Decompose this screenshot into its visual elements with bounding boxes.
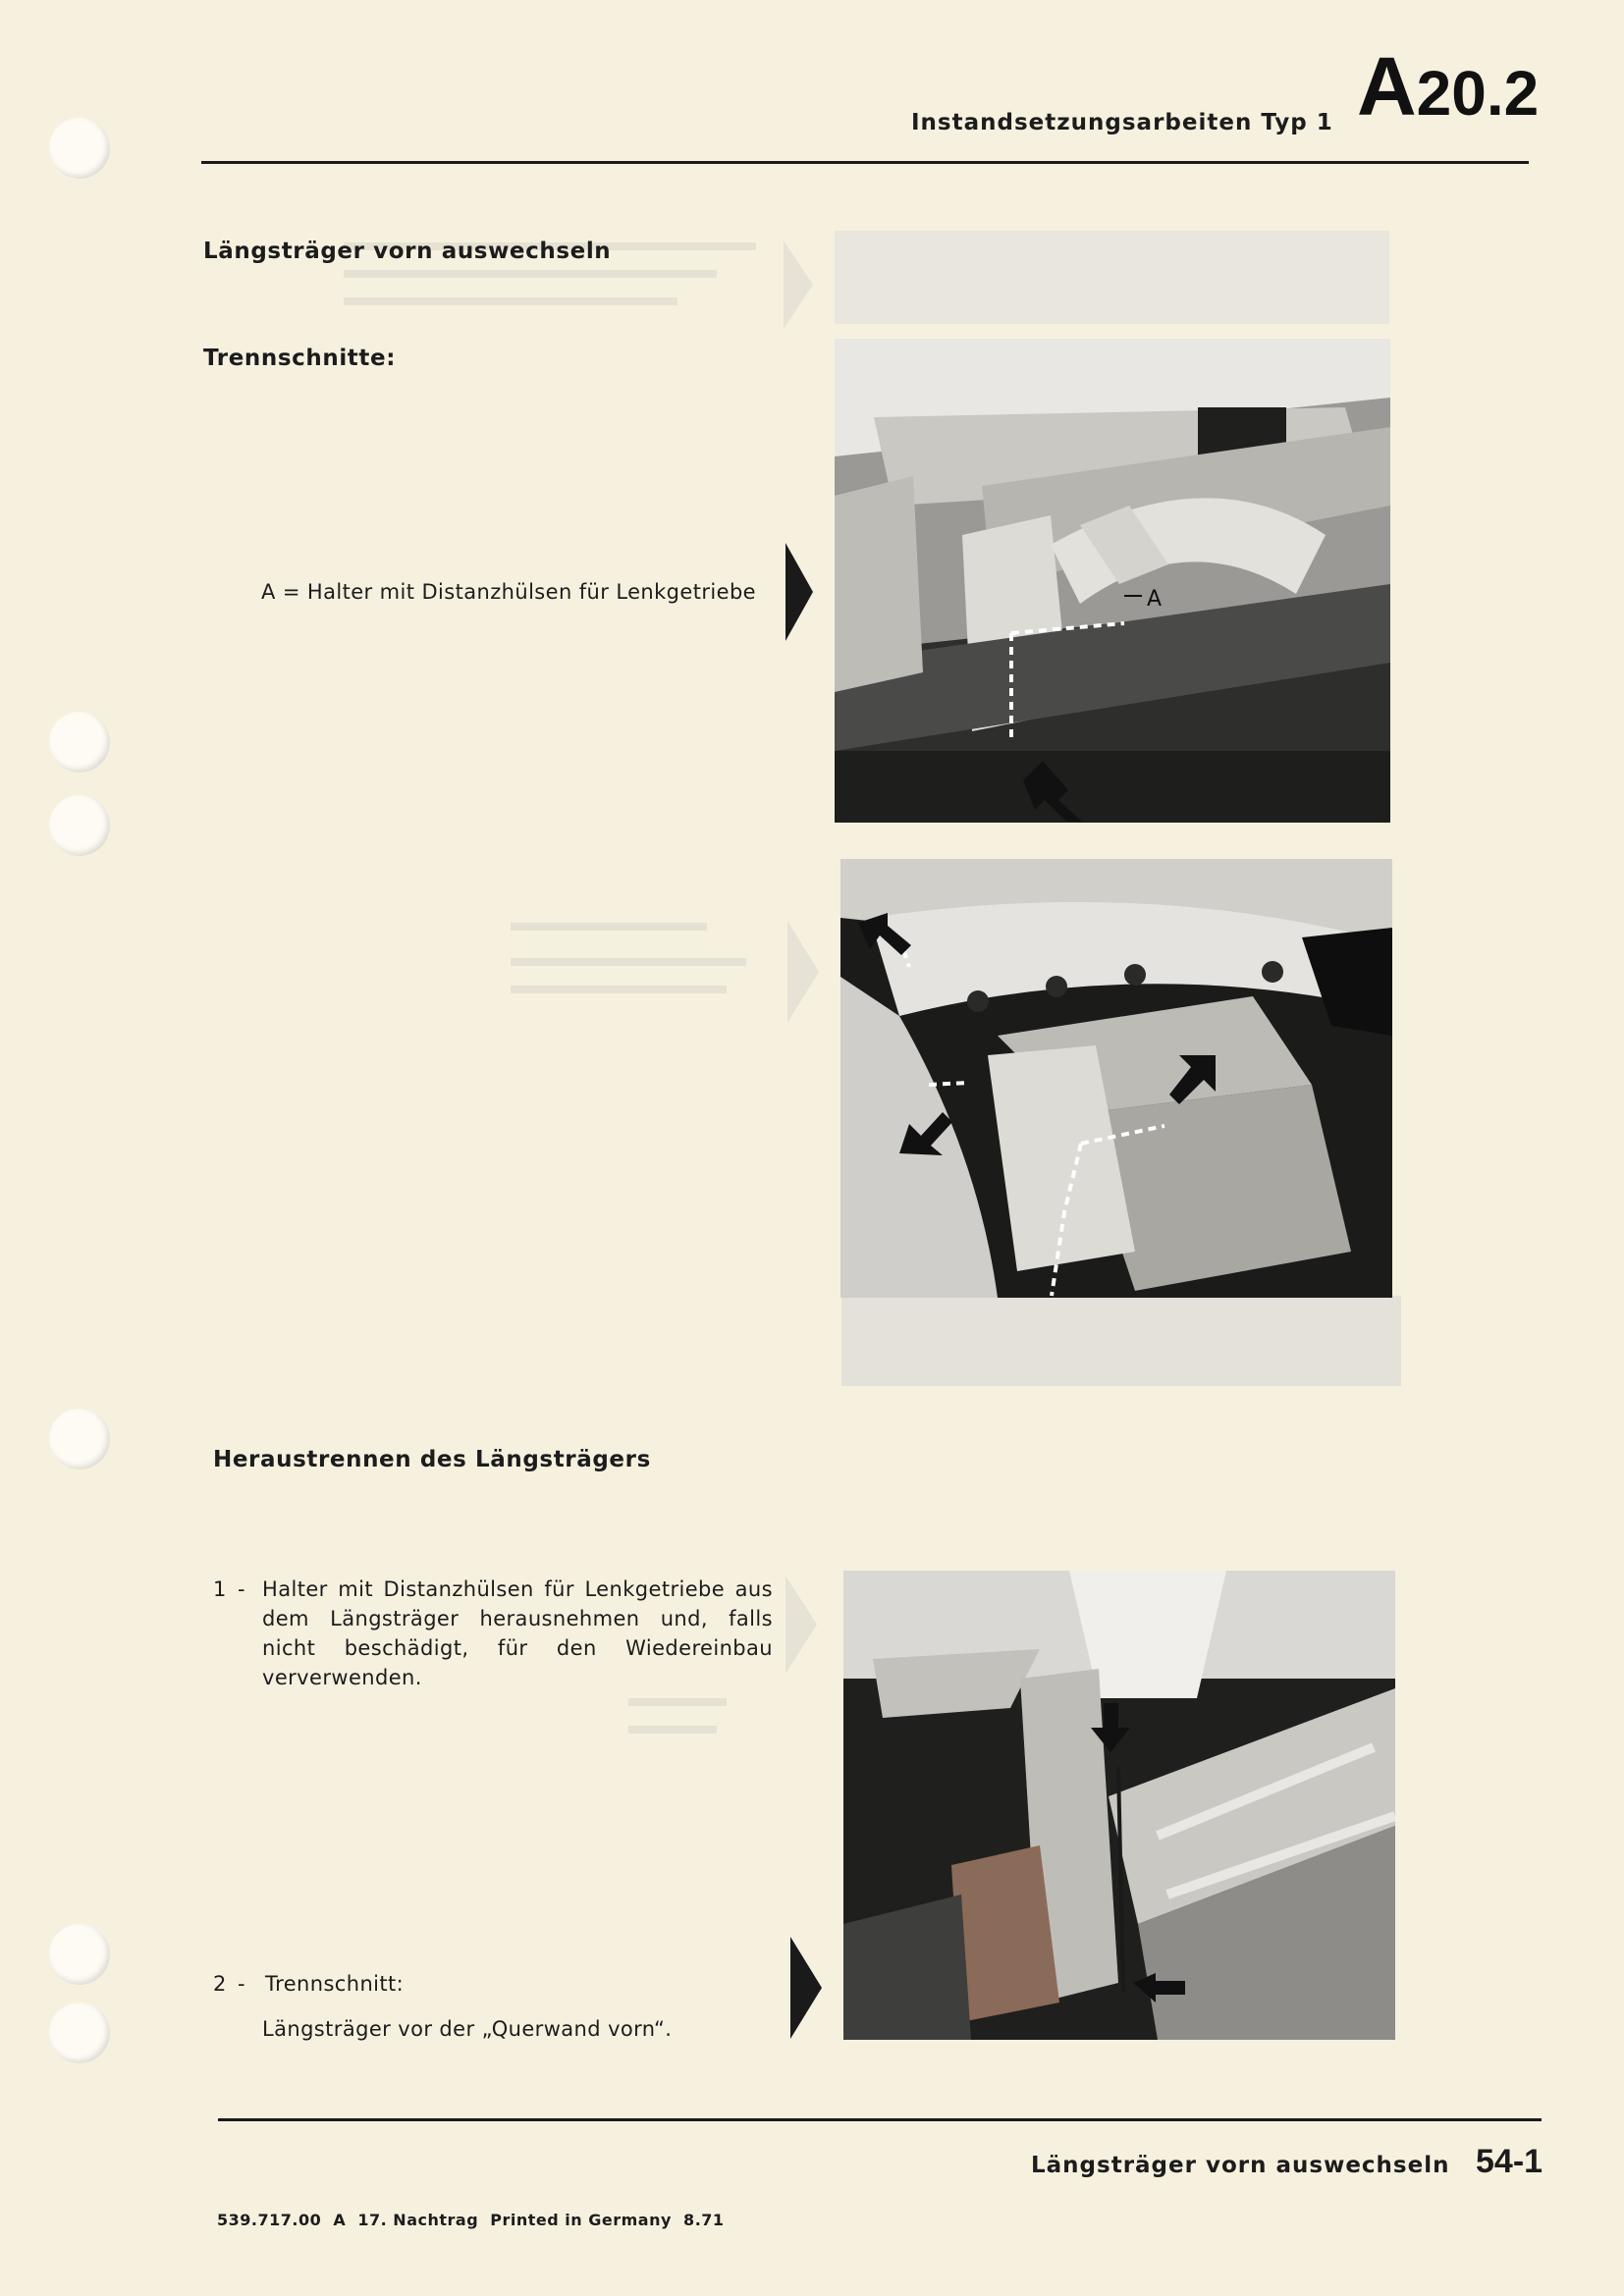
footer-title: Längsträger vorn auswechseln: [1031, 2153, 1450, 2178]
photo-label-a: A: [1147, 587, 1163, 612]
step-1-text: Halter mit Distanzhülsen für Lenkgetriebe aus dem Längsträger herausnehmen und, falls nicht beschädigt, für den Wiedereinbau ververwenden.: [262, 1577, 773, 1689]
step-2-label: Trennschnitt:: [265, 1972, 405, 1996]
binder-hole-2: [49, 712, 110, 773]
pointer-triangle-icon: [790, 1937, 822, 2039]
ghost-text-3: [628, 1688, 736, 1777]
footer-page-number: 54-1: [1476, 2143, 1543, 2180]
cuts-heading: Trennschnitte:: [203, 346, 396, 371]
binder-hole-3: [49, 795, 110, 856]
photo-frame-rail-removal: [843, 1571, 1395, 2040]
photo-frame-rail-cuts: [835, 339, 1390, 823]
binder-hole-1: [49, 118, 110, 179]
page-code-number: 20.2: [1416, 58, 1540, 129]
photo-2-illustration: [840, 859, 1392, 1298]
photo-ghost-bg-1: [835, 231, 1389, 324]
caption-a: A = Halter mit Distanzhülsen für Lenkgetriebe: [261, 580, 757, 604]
photo-1-illustration: [835, 339, 1390, 823]
header-subtitle: Instandsetzungsarbeiten Typ 1: [911, 110, 1333, 135]
section-title: Längsträger vorn auswechseln: [203, 239, 612, 264]
footer-print-info: 539.717.00 A 17. Nachtrag Printed in Germany 8.71: [217, 2211, 725, 2229]
page-code: [1357, 39, 1539, 134]
photo-ghost-bg-2: [841, 1296, 1401, 1386]
binder-hole-4: [49, 1409, 110, 1469]
ghost-pointer-3: [785, 1575, 817, 1674]
step-2-num: 2: [213, 1972, 227, 1996]
step-2-text: Längsträger vor der „Querwand vorn“.: [262, 2017, 673, 2041]
header-rule: [201, 161, 1529, 164]
ghost-text-2: [511, 913, 756, 1021]
ghost-pointer-1: [784, 240, 813, 329]
step-2-dash: -: [238, 1972, 245, 1996]
ghost-pointer-2: [787, 921, 819, 1023]
photo-frame-rail-detail: [840, 859, 1392, 1298]
removal-heading: Heraustrennen des Längsträgers: [213, 1447, 651, 1472]
step-1-num: 1: [213, 1577, 227, 1601]
pointer-triangle-icon: [785, 543, 813, 641]
step-1-dash: -: [238, 1577, 245, 1601]
binder-hole-6: [49, 2002, 110, 2063]
binder-hole-5: [49, 1924, 110, 1985]
page-code-prefix: A: [1357, 40, 1417, 133]
photo-3-illustration: [843, 1571, 1395, 2040]
footer-rule: [218, 2118, 1542, 2121]
